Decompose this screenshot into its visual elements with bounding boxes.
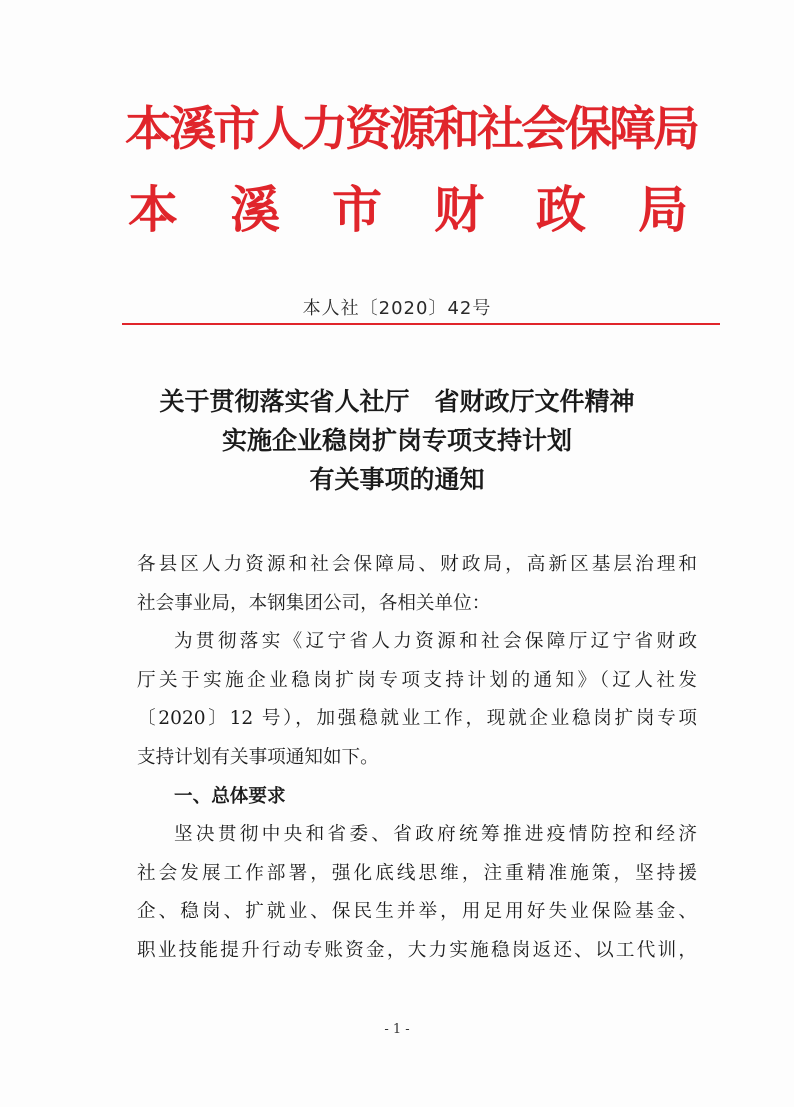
section-heading: 一、总体要求 xyxy=(174,785,286,807)
title-line-1: 关于贯彻落实省人社厅 省财政厅文件精神 xyxy=(159,387,635,416)
agency-char: 财 xyxy=(434,180,484,239)
agency-char: 局 xyxy=(638,180,688,239)
red-divider-line xyxy=(122,323,720,325)
addressee-line: 各县区人力资源和社会保障局、财政局，高新区基层治理和 xyxy=(137,554,697,575)
paragraph-line: 厅关于实施企业稳岗扩岗专项支持计划的通知》（辽人社发 xyxy=(137,669,697,691)
paragraph-line: 为贯彻落实《辽宁省人力资源和社会保障厅辽宁省财政 xyxy=(174,631,697,653)
agency-char: 本 xyxy=(128,180,178,239)
document-title xyxy=(0,382,794,499)
paragraph-line: 企、稳岗、扩就业、保民生并举，用足用好失业保险基金、 xyxy=(137,901,697,923)
paragraph-line: 社会发展工作部署，强化底线思维，注重精准施策，坚持援 xyxy=(137,862,697,884)
document-number: 本人社〔2020〕42号 xyxy=(302,298,492,319)
issuing-agency-hrss: 本溪市人力资源和社会保障局 xyxy=(125,102,697,157)
paragraph-line: 〔2020〕12 号），加强稳就业工作，现就企业稳岗扩岗专项 xyxy=(137,708,697,730)
title-line-3: 有关事项的通知 xyxy=(309,465,485,494)
title-line-2: 实施企业稳岗扩岗专项支持计划 xyxy=(221,426,572,455)
agency-char: 溪 xyxy=(230,180,280,239)
agency-char: 政 xyxy=(536,180,586,239)
addressee-line: 社会事业局，本钢集团公司，各相关单位： xyxy=(137,592,491,614)
paragraph-line: 坚决贯彻中央和省委、省政府统筹推进疫情防控和经济 xyxy=(174,824,697,846)
agency-char: 市 xyxy=(332,180,382,239)
paragraph-line: 支持计划有关事项通知如下。 xyxy=(137,746,379,768)
document-body xyxy=(137,546,697,971)
paragraph-line: 职业技能提升行动专账资金，大力实施稳岗返还、以工代训， xyxy=(137,939,697,961)
issuing-agency-finance xyxy=(128,178,688,242)
page-number: - 1 - xyxy=(384,1022,410,1037)
